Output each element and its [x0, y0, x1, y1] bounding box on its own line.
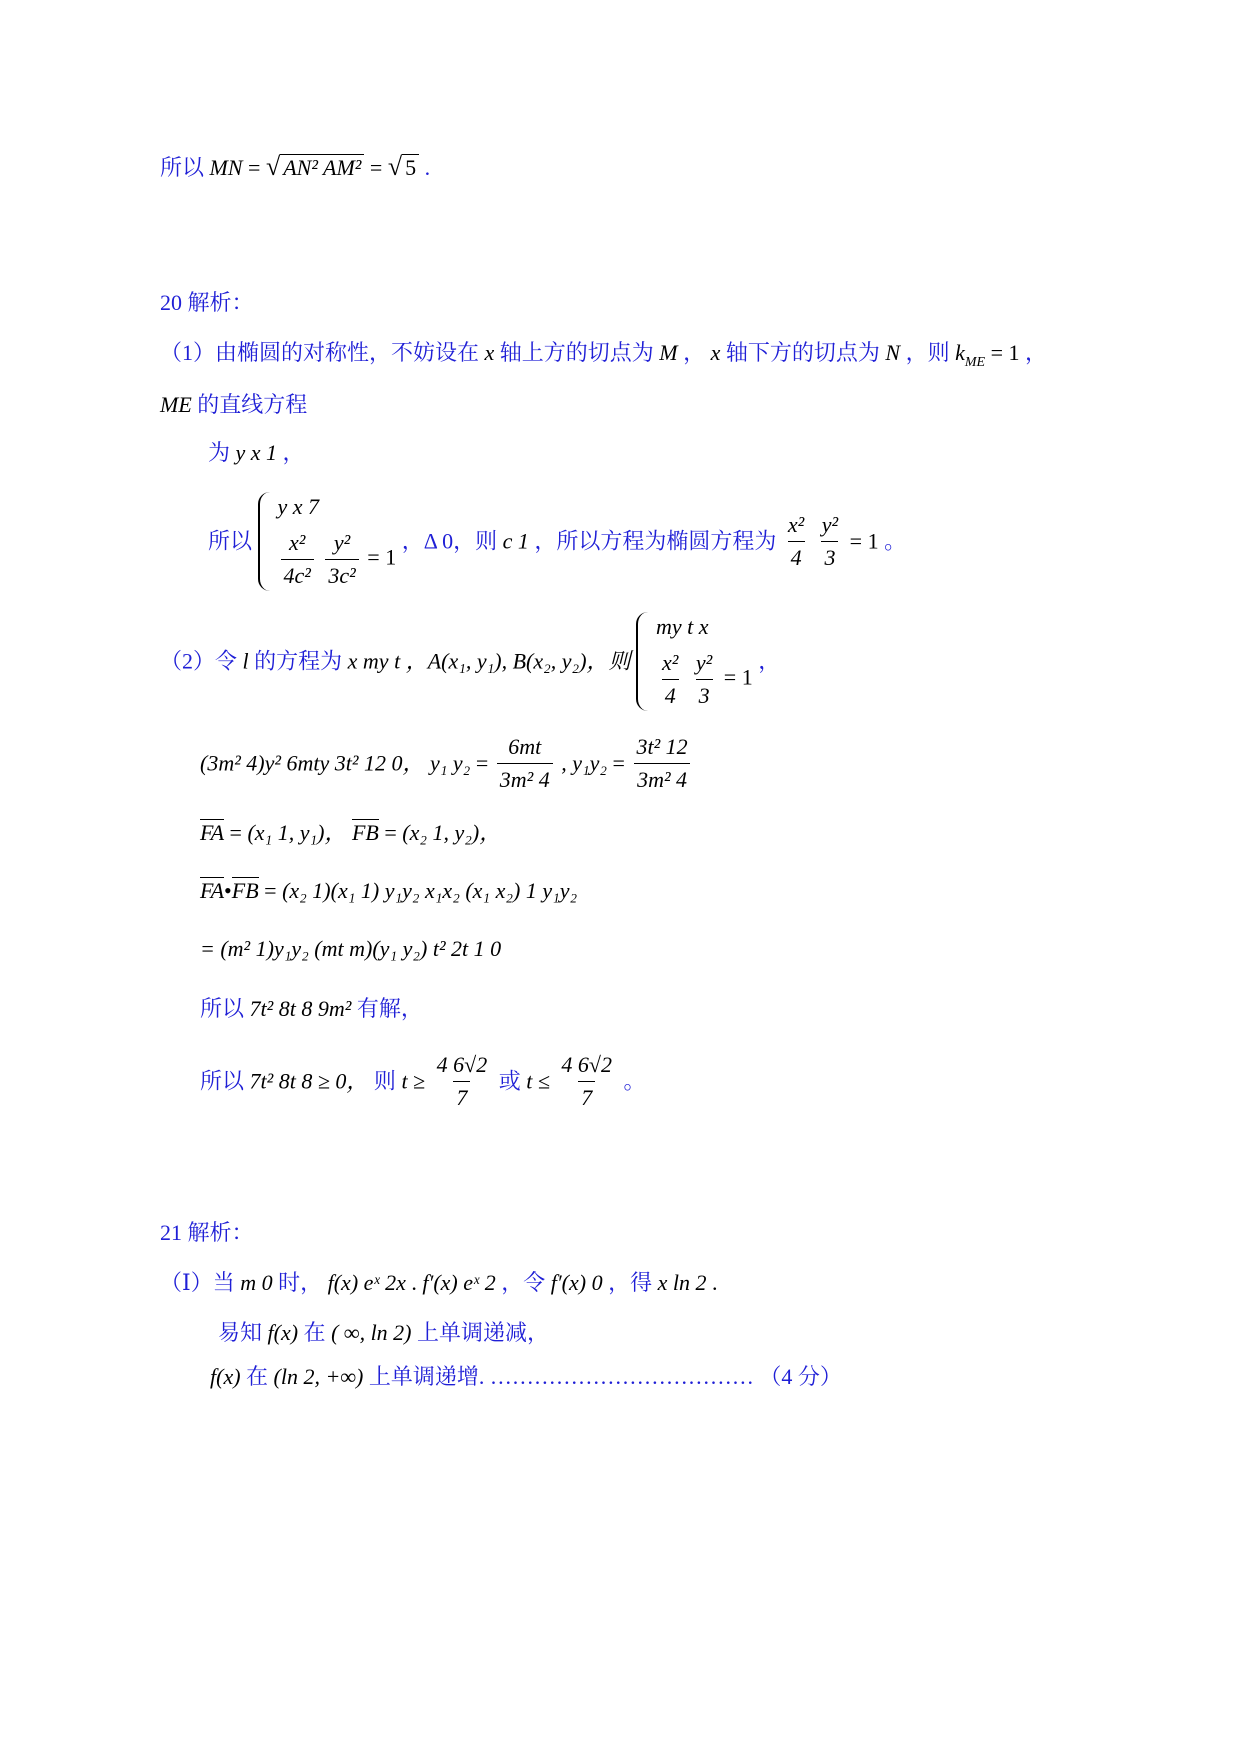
inequality-eq: 7t² 8t 8 ≥ 0， [249, 1068, 369, 1094]
brace-icon [258, 492, 274, 591]
inequality-prefix: 所以 [200, 1068, 245, 1094]
p20-part2-sys-end: ， [758, 648, 781, 674]
root-product-num: 3t² 12 [636, 734, 688, 759]
p20-ell-a-den: 4 [788, 541, 805, 573]
p20-me-text: 的直线方程 [197, 392, 308, 417]
p20-sys-row2: $\frac{\text{x²}}{\text{4c²}}$ $\frac{\text{y²}}{\text{3c²}}$ = 1 [278, 528, 397, 591]
p20-sys-r2a-num: x² [289, 530, 306, 555]
p20-part1-N: N [885, 340, 901, 365]
p20-sys-r2b-den: 3c² [325, 559, 358, 591]
dot-fb: FB [231, 878, 259, 903]
p20-part2-r2a-den: 4 [662, 679, 679, 711]
p21-part1-get: ，得 [608, 1270, 653, 1295]
p21-part1-f: f(x) eˣ 2x [327, 1270, 406, 1295]
dot-product-eq: (x₂ 1)(x₁ 1) y₁y₂ x₁x₂ (x₁ x₂) 1 y₁y₂ [282, 878, 578, 903]
p20-part2-text: 的方程为 [254, 648, 343, 674]
ineq-f2-den: 7 [578, 1081, 595, 1113]
p21-dots: ……………………………… [489, 1364, 754, 1389]
p21-easy: 易知 [218, 1320, 263, 1345]
p20-wei-eq: y x 1 [235, 440, 278, 465]
vector-fa-eq: (x₁ 1, y₁)， [247, 820, 347, 845]
p20-part2-r2b-den: 3 [696, 679, 713, 711]
vector-fa: FA [200, 820, 225, 845]
p20-part1-label: （1）由椭圆的对称性，不妨设在 [160, 340, 480, 365]
mn-radicand: AN² AM² [280, 154, 364, 180]
p20-part2-sys-rhs: 1 [741, 664, 753, 690]
p21-fx: f(x) [267, 1320, 299, 1345]
p21-interval-2: (ln 2, +∞) [273, 1364, 364, 1389]
p20-wei-line [208, 438, 305, 468]
has-solution-line [200, 994, 423, 1024]
inequality-line [200, 1050, 646, 1113]
root-sum-num: 6mt [508, 734, 542, 759]
p20-sys-r2b-num: y² [333, 530, 351, 555]
p21-part1-line [160, 1268, 717, 1298]
p20-part1-mid4: ，则 [905, 340, 950, 365]
p20-delta-tail: ，所以方程为椭圆方程为 [534, 528, 777, 554]
mn-rhs-sqrt: √ 5 [388, 152, 419, 183]
p21-part1-let: ，令 [501, 1270, 546, 1295]
p20-part2-line [160, 612, 780, 711]
p20-part2-eq: x my t [347, 648, 401, 674]
mn-end: . [424, 155, 431, 180]
p21-part1-end: . [711, 1270, 718, 1295]
p21-part1-fp: f′(x) eˣ 2 [422, 1270, 496, 1295]
p20-part1-kval: 1 [1008, 340, 1020, 365]
has-solution-tail: 有解， [356, 996, 423, 1021]
p21-part1-when: 时， [278, 1270, 323, 1295]
root-product: , y₁y₂ [561, 750, 608, 776]
p20-part1-mid2: ， [683, 340, 706, 365]
p20-part1-x: x [484, 340, 495, 365]
has-solution-eq: 7t² 8t 8 9m² [249, 996, 352, 1021]
p20-part2-system [636, 612, 753, 711]
p20-part2-r2b-num: y² [695, 650, 713, 675]
p20-part1-mid: 轴上方的切点为 [499, 340, 654, 365]
inequality-t1: t ≥ [401, 1068, 426, 1094]
p21-part1-sep: . [411, 1270, 417, 1295]
p21-in2: 在 [246, 1364, 269, 1389]
p20-part1-ksub: ME [964, 355, 986, 370]
mn-prefix: 所以 [160, 155, 205, 180]
p20-sys-r2-rhs: 1 [385, 544, 397, 570]
root-sum-den: 3m² 4 [497, 763, 553, 795]
vector-fb: FB [351, 820, 379, 845]
inequality-then: 则 [373, 1068, 396, 1094]
p20-ell-a-num: x² [787, 512, 805, 537]
mn-line: 所以 MN = √ AN² AM² = √ 5 . [160, 152, 431, 181]
p21-score: （4 分） [759, 1364, 842, 1389]
p20-ell-b-den: 3 [821, 541, 838, 573]
p20-wei-end: ， [282, 440, 305, 465]
has-solution-prefix: 所以 [200, 996, 245, 1021]
p20-system [258, 492, 397, 591]
inequality-end: 。 [623, 1068, 646, 1094]
quadratic-line: (3m² 4)y² 6mty 3t² 12 0， y₁ y₂ = $\frac{6mt}{\text{3m² 4}}$ , y₁y₂ = $\frac{\text{3t² 12}}{\text{3m² 4}}$ [200, 732, 694, 795]
p20-sys-row1: y x 7 [277, 494, 320, 519]
p20-part2-r2a-num: x² [662, 650, 679, 675]
inequality-t2: t ≤ [526, 1068, 550, 1094]
mn-sqrt: √ AN² AM² [266, 152, 364, 183]
p20-wei: 为 [208, 440, 231, 465]
p20-sys-prefix: 所以 [208, 528, 253, 554]
p21-part1-label: （Ⅰ）当 [160, 1270, 235, 1295]
expand-eq: = (m² 1)y₁y₂ (mt m)(y₁ y₂) t² 2t 1 0 [200, 936, 502, 961]
inequality-or: 或 [498, 1068, 521, 1094]
p21-increasing-line [210, 1362, 842, 1392]
p21-decreasing: 上单调递减， [417, 1320, 550, 1345]
p20-part2-pts: ，A(x₁, y₁), B(x₂, y₂)，则 [405, 648, 631, 674]
p20-part2-l: l [242, 648, 249, 674]
p20-system-line: 所以 y x 7 $\frac{\text{x²}}{\text{4c²}}$ $\frac{\text{y²}}{\text{3c²}}$ = 1 ，Δ 0，则 c 1 ，所以方程为椭圆方程为 $\frac{\text{x²}}{4}$ $\frac{\text{y²}}{3}$ = 1 。 [208, 492, 906, 591]
p21-increasing: 上单调递增. [368, 1364, 485, 1389]
p20-c: c 1 [502, 528, 529, 554]
expand-line [200, 934, 501, 964]
mn-lhs: MN [209, 155, 243, 180]
p21-part1-m: m 0 [240, 1270, 273, 1295]
p20-ell-end: 。 [884, 528, 907, 554]
root-sum: y₁ y₂ [429, 750, 471, 776]
problem-21-title: 21 解析： [160, 1220, 254, 1245]
p20-part2-label: （2）令 [160, 648, 238, 674]
p20-part1-x2: x [710, 340, 721, 365]
p21-in: 在 [303, 1320, 326, 1345]
p21-interval-1: ( ∞, ln 2) [331, 1320, 412, 1345]
dot-fa: FA [200, 878, 225, 903]
quadratic-eq: (3m² 4)y² 6mty 3t² 12 0， [200, 750, 425, 776]
ineq-f2-num: 4 6√2 [561, 1052, 612, 1077]
p20-me: ME [160, 392, 192, 417]
mn-rhs: 5 [402, 154, 419, 180]
vector-line: FA = (x₁ 1, y₁)， FB = (x₂ 1, y₂)， [200, 820, 502, 845]
p20-part1-M: M [659, 340, 678, 365]
p20-part2-sys-row1: my t x [656, 614, 709, 639]
vector-fb-eq: (x₂ 1, y₂)， [402, 820, 502, 845]
p20-part1-mid3: 轴下方的切点为 [725, 340, 880, 365]
problem-20-title: 20 解析： [160, 290, 254, 315]
p20-part1-end: ， [1025, 340, 1048, 365]
p20-part2-sys-row2: $\frac{\text{x²}}{4}$ $\frac{\text{y²}}{3}$ = 1 [656, 648, 753, 711]
p21-part1-x: x ln 2 [657, 1270, 707, 1295]
p20-delta: ，Δ 0，则 [401, 528, 498, 554]
p20-ell-b-num: y² [821, 512, 839, 537]
dot-product-line: FA•FB = (x₂ 1)(x₁ 1) y₁y₂ x₁x₂ (x₁ x₂) 1 y₁y₂ [200, 878, 578, 903]
root-product-den: 3m² 4 [634, 763, 690, 795]
p20-ell-rhs: 1 [867, 528, 879, 554]
ineq-f1-num: 4 6√2 [436, 1052, 488, 1077]
p21-fx2: f(x) [210, 1364, 241, 1389]
p20-part1-line: （1）由椭圆的对称性，不妨设在 x 轴上方的切点为 M ， x 轴下方的切点为 N ，则 $k_{ME} = 1$ ， [160, 340, 1048, 370]
p20-sys-r2a-den: 4c² [281, 559, 314, 591]
brace-icon [636, 612, 652, 711]
p20-me-line [160, 390, 307, 420]
p21-part1-fp0: f′(x) 0 [550, 1270, 603, 1295]
ineq-f1-den: 7 [453, 1081, 470, 1113]
p20-part1-k: k [955, 340, 965, 365]
p21-decreasing-line [218, 1318, 549, 1348]
